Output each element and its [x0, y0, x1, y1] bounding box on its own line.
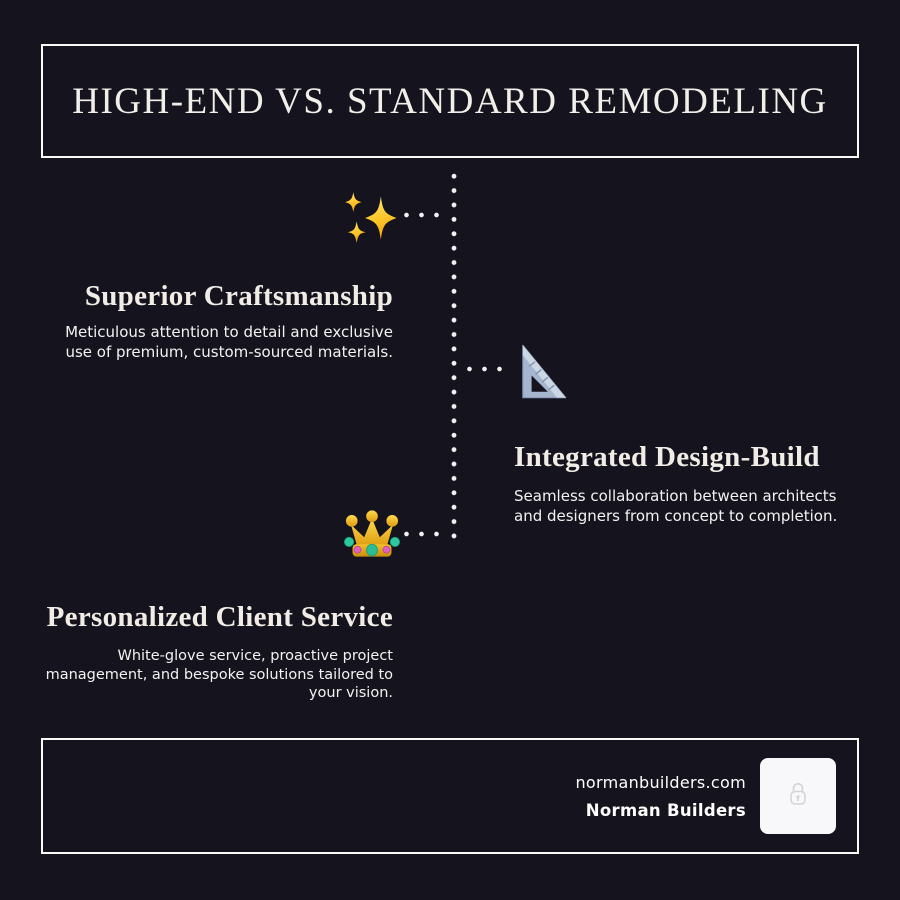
section-superior-craftsmanship [41, 280, 393, 362]
triangular-ruler-icon [511, 343, 568, 400]
section-description: Seamless collaboration between architects and designers from concept to completion. [514, 487, 838, 526]
section-description: White-glove service, proactive project management, and bespoke solutions tailored to your vision. [45, 648, 393, 702]
section-title: Integrated Design-Build [514, 441, 820, 473]
company-logo-box [760, 758, 836, 834]
crown-icon [344, 510, 400, 566]
section-integrated-design-build [514, 441, 864, 526]
footer-text-block [575, 773, 746, 820]
timeline-vertical-dotted-line [451, 169, 457, 544]
website-url: normanbuilders.com [575, 772, 746, 792]
connector-branch-ruler [462, 366, 507, 372]
section-personalized-client-service [41, 601, 393, 703]
header-title-box [41, 44, 859, 158]
sparkles-icon [340, 188, 400, 248]
page-title: HIGH-END VS. STANDARD REMODELING [72, 80, 828, 122]
padlock-placeholder-icon [786, 780, 810, 812]
connector-branch-sparkles [399, 212, 444, 218]
section-description: Meticulous attention to detail and exclusive use of premium, custom-sourced materials. [65, 323, 393, 362]
connector-branch-crown [399, 531, 444, 537]
footer [41, 738, 859, 854]
section-title: Personalized Client Service [46, 601, 393, 633]
section-title: Superior Craftsmanship [84, 280, 393, 312]
company-name: Norman Builders [585, 800, 746, 820]
